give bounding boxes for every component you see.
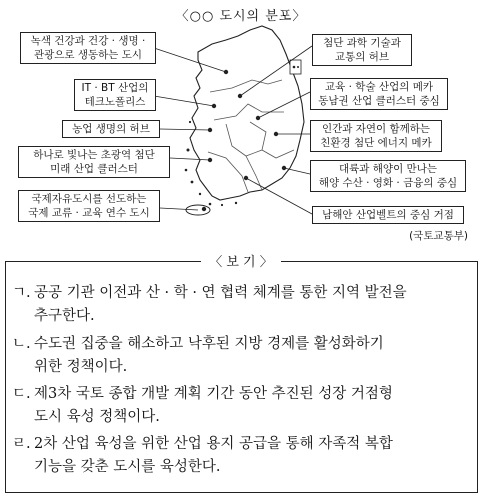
island: [191, 181, 194, 184]
island: [235, 202, 237, 204]
island: [187, 149, 190, 152]
source-note: (국토교통부): [409, 230, 468, 242]
bogi-title: 〈 보 기 〉: [0, 251, 482, 270]
label-super-regional-cluster: 하나로 빛나는 초광역 첨단 미래 산업 클러스터: [18, 146, 170, 178]
island: [185, 169, 188, 172]
label-green-energy-mecca: 인간과 자연이 함께하는 친환경 첨단 에너지 메카: [310, 120, 442, 152]
bogi-item-b: ㄴ. 수도권 집중을 해소하고 낙후된 지방 경제를 활성화하기 위한 정책이다.: [12, 336, 384, 375]
island: [221, 204, 223, 206]
label-technopolis: IT · BT 산업의 테크노폴리스: [74, 79, 156, 111]
label-south-coast-belt: 남해안 산업벨트의 중심 거점: [312, 206, 464, 224]
label-agri-hub: 농업 생명의 허브: [62, 120, 160, 138]
label-green-health-city: 녹색 건강과 건강 · 생명 · 관광으로 생동하는 도시: [20, 32, 156, 64]
island: [209, 203, 212, 206]
label-marine-finance-center: 대륙과 해양이 만나는 해양 수산 · 영화 · 금융의 중심: [310, 160, 466, 192]
dokdo-inset: [290, 60, 301, 74]
city-point: [202, 207, 206, 211]
island: [199, 193, 201, 195]
bogi-item-a: ㄱ. 공공 기관 이전과 산 · 학 · 연 협력 체계를 통한 지역 발전을 추구한다.: [12, 285, 407, 324]
label-free-international-city: 국제자유도시를 선도하는 국제 교류 · 교육 연수 도시: [18, 190, 160, 222]
island: [189, 121, 191, 123]
bogi-item-d: ㄹ. 2차 산업 육성을 위한 산업 용지 공급을 통해 자족적 복합 기능을 갖춘 도시를 육성한다.: [12, 436, 393, 475]
label-science-transport-hub: 첨단 과학 기술과 교통의 허브: [312, 34, 412, 66]
figure-title: 〈○○ 도시의 분포〉: [175, 9, 307, 24]
label-education-mecca: 교육 · 학술 산업의 메카 동남권 산업 클러스터 중심: [310, 78, 448, 110]
mainland-outline: [190, 26, 304, 200]
bogi-item-c: ㄷ. 제3차 국토 종합 개발 계획 기간 동안 추진된 성장 거점형 도시 육성 정책이다.: [12, 386, 393, 425]
